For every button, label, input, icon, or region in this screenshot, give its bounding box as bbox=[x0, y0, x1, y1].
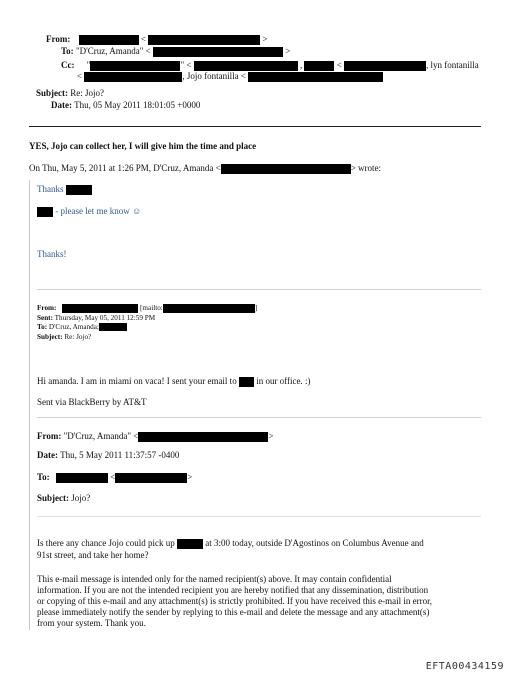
punct: , bbox=[299, 60, 303, 70]
orig-subject-label: Subject: bbox=[37, 333, 63, 341]
quote-mark: " bbox=[86, 60, 91, 70]
angle-close: > bbox=[262, 34, 268, 44]
subject-value: Re: Jojo? bbox=[70, 88, 104, 98]
date-label: Date: bbox=[51, 100, 72, 110]
orig2-to-label: To: bbox=[37, 472, 50, 482]
orig-mailto: [mailto: bbox=[140, 304, 163, 313]
redaction-block bbox=[148, 35, 260, 45]
redaction-block bbox=[177, 539, 203, 549]
redaction-block bbox=[194, 61, 298, 71]
orig2-body-a: Is there any chance Jojo could pick up bbox=[37, 538, 175, 548]
redaction-block bbox=[239, 377, 254, 387]
disclaimer-line: information. If you are not the intended recipient you are hereby notified that any dissemination, distribution bbox=[37, 585, 429, 595]
orig-divider bbox=[37, 417, 481, 418]
quote-intro bbox=[29, 163, 381, 174]
angle-close: > bbox=[187, 472, 193, 482]
redaction-block bbox=[115, 473, 187, 483]
quote-divider bbox=[37, 289, 481, 290]
orig2-body-b: at 3:00 today, outside D'Agostinos on Columbus Avenue and bbox=[205, 538, 424, 548]
angle-open: < bbox=[110, 472, 116, 482]
orig2-body-c: 91st street, and take her home? bbox=[37, 550, 149, 560]
orig-subject: Re: Jojo? bbox=[64, 333, 92, 341]
redaction-block bbox=[66, 185, 92, 195]
angle-open: < bbox=[186, 60, 192, 70]
orig2-subject-row bbox=[37, 493, 90, 504]
orig2-date: Thu, 5 May 2011 11:37:57 -0400 bbox=[60, 450, 180, 460]
orig-body-b: in our office. :) bbox=[256, 376, 311, 386]
angle-open: < bbox=[145, 46, 151, 56]
orig2-date-label: Date: bbox=[37, 450, 58, 460]
bracket-close: ] bbox=[254, 304, 258, 313]
redaction-block bbox=[99, 323, 127, 331]
redaction-block bbox=[248, 72, 383, 82]
to-label: To: bbox=[61, 46, 74, 56]
orig2-from-row bbox=[37, 431, 273, 442]
orig-subject-row bbox=[37, 333, 91, 342]
header-cc-row2 bbox=[77, 71, 383, 82]
quote-thanks2: Thanks! bbox=[37, 249, 67, 259]
orig2-date-row bbox=[37, 450, 179, 461]
redaction-block bbox=[163, 304, 258, 313]
angle-open: < bbox=[336, 60, 342, 70]
redaction-block bbox=[153, 47, 283, 57]
orig2-divider bbox=[37, 516, 481, 517]
redaction-block bbox=[37, 207, 53, 217]
orig2-to-row bbox=[37, 472, 192, 483]
redaction-block bbox=[90, 61, 180, 71]
orig-sent-label: Sent: bbox=[37, 314, 53, 322]
orig-signature: Sent via BlackBerry by AT&T bbox=[37, 397, 147, 407]
angle-open: < bbox=[77, 71, 83, 81]
disclaimer-line: or copying of this e-mail and any attachment(s) is strictly prohibited. If you have received this e-mail in error, bbox=[37, 596, 433, 606]
redaction-block bbox=[62, 304, 138, 313]
redaction-block bbox=[79, 35, 139, 45]
header-date-row bbox=[51, 100, 200, 111]
quote-thanks: Thanks bbox=[37, 184, 64, 194]
cc-label: Cc: bbox=[61, 60, 75, 70]
orig-body-row bbox=[37, 376, 311, 387]
cc-name2: , Jojo fontanilla bbox=[182, 71, 239, 81]
disclaimer-line: please immediately notify the sender by replying to this e-mail and delete the message and any attachment(s) bbox=[37, 607, 430, 617]
quote-thanks-row bbox=[37, 184, 92, 195]
redaction-block bbox=[221, 164, 351, 174]
orig2-from-name: "D'Cruz, Amanda" < bbox=[63, 431, 139, 441]
redaction-block bbox=[56, 473, 108, 483]
orig-body-a: Hi amanda. I am in miami on vaca! I sent your email to bbox=[37, 376, 237, 386]
quote-bar bbox=[29, 180, 30, 630]
redaction-block bbox=[84, 72, 182, 82]
quote-please: - please let me know ☺ bbox=[55, 206, 142, 216]
angle-open: < bbox=[240, 71, 246, 81]
angle-close: > bbox=[285, 46, 291, 56]
angle-close: > bbox=[268, 431, 274, 441]
header-from-row bbox=[46, 34, 267, 45]
quote-mark: " bbox=[180, 60, 185, 70]
redaction-block bbox=[344, 61, 426, 71]
orig2-body-row1 bbox=[37, 538, 424, 549]
orig-to: D'Cruz, Amanda; bbox=[48, 323, 99, 331]
orig-to-label: To: bbox=[37, 323, 48, 331]
disclaimer bbox=[37, 574, 487, 629]
cc-tail: , lyn fontanilla bbox=[426, 60, 479, 70]
orig2-from-label: From: bbox=[37, 431, 62, 441]
disclaimer-line: from your system. Thank you. bbox=[37, 618, 146, 628]
orig-sent: Thursday, May 05, 2011 12:59 PM bbox=[54, 314, 156, 322]
to-name: "D'Cruz, Amanda" bbox=[75, 46, 144, 56]
header-to-row bbox=[61, 46, 290, 57]
angle-open: < bbox=[140, 34, 146, 44]
orig-to-row bbox=[37, 323, 127, 332]
orig2-subject: Jojo? bbox=[71, 493, 91, 503]
quote-please-row bbox=[37, 206, 141, 217]
date-value: Thu, 05 May 2011 18:01:05 +0000 bbox=[74, 100, 201, 110]
redaction-block bbox=[304, 61, 334, 71]
orig-sent-row bbox=[37, 314, 155, 323]
disclaimer-line: This e-mail message is intended only for the named recipient(s) above. It may contain confidential bbox=[37, 574, 392, 584]
header-cc-row bbox=[61, 60, 479, 71]
orig-from-label: From: bbox=[37, 304, 57, 313]
subject-label: Subject: bbox=[36, 88, 68, 98]
redaction-block bbox=[138, 432, 268, 442]
header-subject-row bbox=[36, 88, 104, 99]
header-divider bbox=[29, 126, 481, 127]
reply-body: YES, Jojo can collect her, I will give him the time and place bbox=[29, 141, 257, 151]
from-label: From: bbox=[46, 34, 71, 44]
quote-intro-b: > wrote: bbox=[350, 163, 382, 173]
orig2-subject-label: Subject: bbox=[37, 493, 69, 503]
quote-intro-a: On Thu, May 5, 2011 at 1:26 PM, D'Cruz, Amanda < bbox=[29, 163, 221, 173]
orig-from-row bbox=[37, 304, 257, 313]
document-id: EFTA00434159 bbox=[425, 661, 504, 672]
